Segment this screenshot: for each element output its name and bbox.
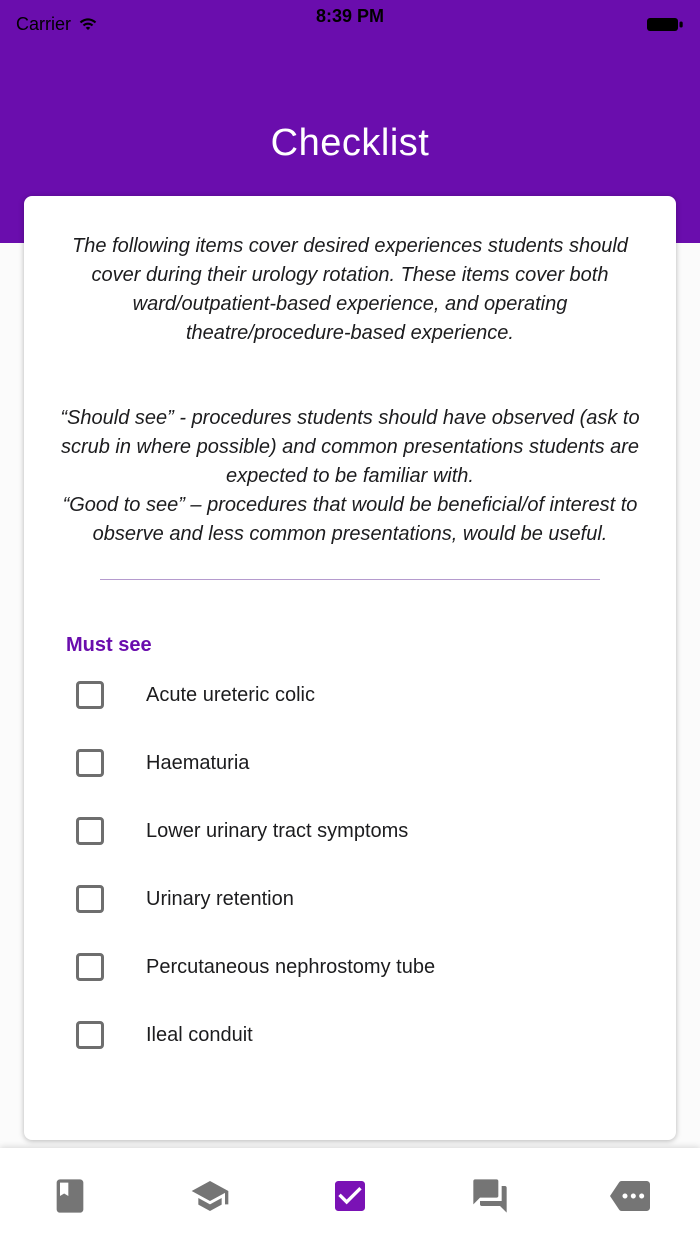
status-bar	[0, 0, 700, 42]
checklist-item-label: Haematuria	[146, 751, 250, 774]
checkbox[interactable]	[76, 817, 104, 845]
checklist-tab-icon	[330, 1176, 370, 1216]
clock: 8:39 PM	[315, 6, 385, 26]
section-title: Must see	[66, 634, 152, 656]
checklist-item-label: Acute ureteric colic	[146, 683, 315, 706]
checklist-item[interactable]	[50, 729, 650, 797]
checklist-item[interactable]	[50, 1001, 650, 1069]
checklist-item[interactable]	[50, 661, 650, 729]
status-bar-right	[646, 15, 684, 33]
should-see-text: “Should see” - procedures students should have observed (ask to scrub in where possible) and common presentations students are expected to be familiar with.	[60, 407, 640, 487]
checkbox[interactable]	[76, 1021, 104, 1049]
intro-text: The following items cover desired experiences students should cover during their urology rotation. These items cover both ward/outpatient-based experience, and operating theatre/procedure-based experience.	[72, 235, 628, 344]
checklist-item[interactable]	[50, 865, 650, 933]
page-title: Checklist	[270, 122, 430, 164]
school-icon	[190, 1176, 230, 1216]
forum-icon	[470, 1176, 510, 1216]
tab-forum[interactable]	[420, 1148, 560, 1244]
good-to-see-text: “Good to see” – procedures that would be beneficial/of interest to observe and less common presentations, would be useful.	[62, 494, 638, 545]
battery-icon	[646, 15, 684, 33]
checkbox[interactable]	[76, 953, 104, 981]
divider	[100, 579, 600, 580]
tab-bar	[0, 1148, 700, 1244]
status-bar-left	[16, 14, 99, 35]
wifi-icon	[77, 15, 99, 33]
checklist	[50, 661, 650, 1069]
checklist-item-label: Percutaneous nephrostomy tube	[146, 955, 436, 978]
checklist-item-label: Lower urinary tract symptoms	[146, 819, 409, 842]
checklist-item[interactable]	[50, 797, 650, 865]
tab-checklist[interactable]	[280, 1148, 420, 1244]
checklist-item-label: Urinary retention	[146, 887, 294, 910]
checkbox[interactable]	[76, 681, 104, 709]
more-icon	[610, 1176, 650, 1216]
tab-bookmarks[interactable]	[0, 1148, 140, 1244]
checkbox[interactable]	[76, 885, 104, 913]
tab-more[interactable]	[560, 1148, 700, 1244]
checkbox[interactable]	[76, 749, 104, 777]
checklist-item-label: Ileal conduit	[146, 1023, 253, 1046]
content-card	[24, 196, 676, 1140]
tab-learning[interactable]	[140, 1148, 280, 1244]
checklist-item[interactable]	[50, 933, 650, 1001]
book-icon	[50, 1176, 90, 1216]
carrier-label: Carrier	[16, 13, 72, 34]
